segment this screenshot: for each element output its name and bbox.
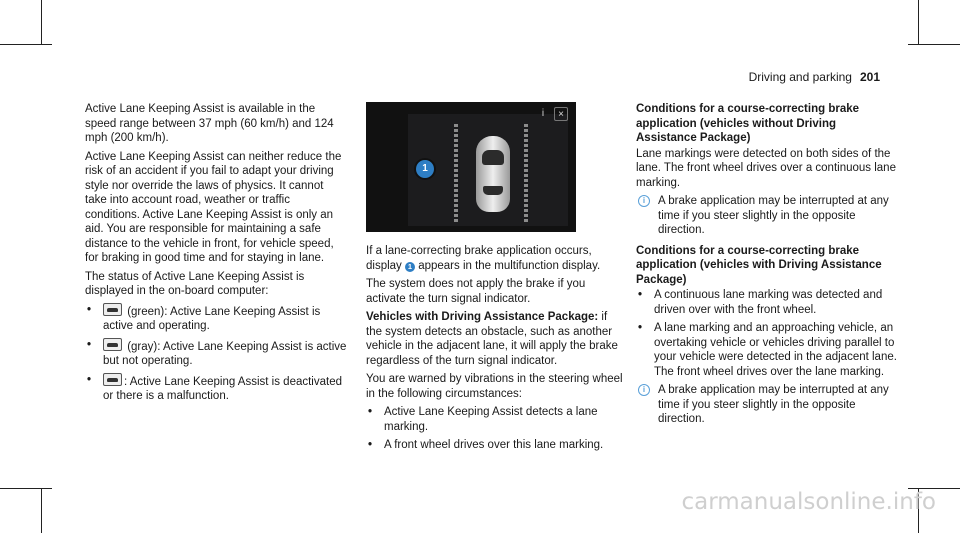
callout-marker: 1 bbox=[416, 160, 434, 178]
page-number: 201 bbox=[859, 70, 880, 84]
list-item: • : Active Lane Keeping Assist is deactivated or there is a malfunction. bbox=[85, 373, 347, 404]
vehicle-icon bbox=[476, 136, 510, 212]
watermark: carmanualsonline.info bbox=[681, 489, 936, 515]
section-heading: Conditions for a course-correcting brake application (vehicles without Driving Assistance Package) bbox=[636, 103, 860, 144]
note: i A brake application may be interrupted at any time if you steer slightly in the opposite direction. bbox=[636, 383, 898, 427]
lane-marking-right bbox=[524, 124, 528, 224]
column-left bbox=[85, 102, 347, 408]
paragraph: If a lane-correcting brake application occurs, display 1 appears in the multifunction display. bbox=[366, 245, 601, 272]
note: i A brake application may be interrupted at any time if you steer slightly in the opposite direction. bbox=[636, 194, 898, 238]
paragraph: The status of Active Lane Keeping Assist is displayed in the on-board computer: bbox=[85, 270, 305, 297]
lane-keeping-icon bbox=[103, 303, 122, 316]
warning-list bbox=[366, 405, 626, 453]
list-item: • (green): Active Lane Keeping Assist is active and operating. bbox=[85, 303, 347, 334]
list-item: • (gray): Active Lane Keeping Assist is active but not operating. bbox=[85, 338, 347, 369]
info-icon: i bbox=[541, 108, 545, 119]
paragraph: Lane markings were detected on both sides of the lane. The front wheel drives over a continuous lane marking. bbox=[636, 147, 896, 189]
crop-mark bbox=[41, 0, 42, 45]
paragraph: Vehicles with Driving Assistance Package: if the system detects an obstacle, such as another vehicle in the adjacent lane, it will apply the brake regardless of the turn signal indicator. bbox=[366, 311, 618, 367]
crop-mark bbox=[41, 488, 42, 533]
paragraph: Active Lane Keeping Assist is available in the speed range between 37 mph (60 km/h) and 124 mph (200 km/h). bbox=[85, 103, 334, 144]
list-item: • A lane marking and an approaching vehicle, an overtaking vehicle or vehicles driving parallel to your vehicle were detected in the adjacent lane. The front wheel drives over the lane marking. bbox=[636, 321, 898, 379]
callout-marker: 1 bbox=[405, 262, 415, 272]
lane-marking-left bbox=[454, 124, 458, 224]
column-right bbox=[636, 102, 898, 431]
paragraph: Active Lane Keeping Assist can neither reduce the risk of an accident if you fail to adapt your driving style nor override the laws of physics. It cannot take into account road, weather or traffic conditions. Active Lane Keeping Assist is only an aid. You are responsible for maintaining a safe distance to the vehicle in front, for vehicle speed, for braking in good time and for staying in lane. bbox=[85, 150, 342, 264]
crop-mark bbox=[918, 0, 919, 45]
info-icon: i bbox=[638, 195, 650, 207]
list-item: • A front wheel drives over this lane marking. bbox=[366, 438, 626, 453]
paragraph: The system does not apply the brake if you activate the turn signal indicator. bbox=[366, 278, 586, 305]
page-header bbox=[749, 70, 880, 84]
status-list bbox=[85, 303, 347, 404]
section-heading: Conditions for a course-correcting brake application (vehicles with Driving Assistance Package) bbox=[636, 244, 882, 286]
lane-keeping-off-icon bbox=[103, 373, 122, 386]
conditions-list bbox=[636, 288, 898, 379]
crop-mark bbox=[0, 488, 52, 489]
section-title: Driving and parking bbox=[748, 70, 852, 84]
close-icon: × bbox=[554, 107, 568, 121]
list-item: • Active Lane Keeping Assist detects a lane marking. bbox=[366, 405, 626, 434]
lane-keeping-icon bbox=[103, 338, 122, 351]
crop-mark bbox=[0, 44, 52, 45]
paragraph: You are warned by vibrations in the steering wheel in the following circumstances: bbox=[366, 373, 623, 400]
crop-mark bbox=[908, 44, 960, 45]
multifunction-display-illustration bbox=[366, 102, 576, 232]
column-middle bbox=[366, 102, 626, 457]
list-item: • A continuous lane marking was detected and driven over with the front wheel. bbox=[636, 288, 898, 317]
info-icon: i bbox=[638, 384, 650, 396]
